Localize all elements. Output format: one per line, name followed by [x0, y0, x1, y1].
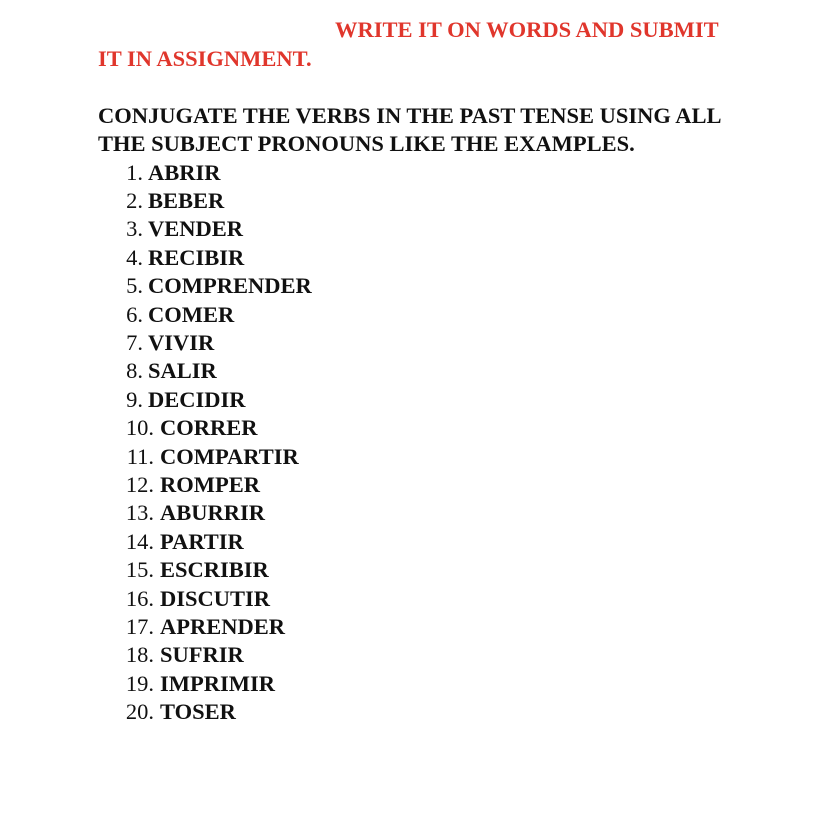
list-item-number: 8. [126, 358, 143, 384]
list-item [98, 585, 738, 613]
list-item-verb: COMPARTIR [160, 443, 299, 469]
list-item-verb: VIVIR [148, 329, 215, 355]
list-item [98, 414, 738, 442]
list-item [98, 215, 738, 243]
list-item-verb: CORRER [160, 415, 258, 441]
list-item-number: 12. [125, 471, 154, 497]
list-item-number: 20. [125, 699, 154, 725]
list-item-number: 19. [125, 670, 154, 696]
list-item-number: 11. [126, 443, 154, 469]
list-item-number: 2. [126, 187, 143, 213]
instruction-text: CONJUGATE THE VERBS IN THE PAST TENSE USING ALL THE SUBJECT PRONOUNS LIKE THE EXAMPLES. [98, 102, 721, 156]
list-item-verb: PARTIR [160, 528, 244, 554]
blank-line [98, 73, 738, 102]
list-item-number: 16. [125, 585, 154, 611]
list-item-verb: RECIBIR [148, 244, 245, 270]
list-item-verb: IMPRIMIR [160, 670, 275, 696]
list-item [98, 613, 738, 641]
list-item [98, 301, 738, 329]
list-item-verb: APRENDER [160, 614, 286, 639]
list-item-number: 6. [126, 301, 143, 327]
list-item-number: 15. [125, 557, 154, 583]
list-item [98, 556, 738, 584]
list-item-verb: ESCRIBIR [160, 557, 269, 583]
list-item [98, 187, 738, 215]
list-item-verb: VENDER [148, 216, 244, 242]
list-item-verb: ABRIR [148, 159, 221, 185]
list-item [98, 272, 738, 300]
list-item [98, 329, 738, 357]
list-item-verb: DISCUTIR [160, 585, 271, 611]
list-item-verb: SALIR [148, 358, 217, 384]
list-item-verb: COMER [148, 301, 235, 327]
list-item-verb: BEBER [148, 187, 225, 213]
list-item-number: 18. [125, 642, 154, 668]
list-item-verb: ABURRIR [160, 500, 266, 526]
list-item-verb: COMPRENDER [148, 273, 312, 299]
list-item-number: 3. [126, 216, 143, 242]
list-item [98, 670, 738, 698]
list-item-number: 10. [125, 415, 154, 441]
list-item-number: 17. [125, 614, 154, 639]
list-item-number: 4. [126, 244, 143, 270]
list-item-number: 1. [126, 159, 143, 185]
list-item-verb: SUFRIR [160, 642, 244, 668]
list-item [98, 528, 738, 556]
list-item-number: 5. [126, 273, 143, 299]
list-item-verb: DECIDIR [148, 386, 246, 412]
list-item-number: 14. [125, 528, 154, 554]
list-item [98, 386, 738, 414]
list-item [98, 159, 738, 187]
verb-list [98, 159, 738, 727]
list-item-number: 9. [126, 386, 143, 412]
submission-note: WRITE IT ON WORDS AND SUBMIT IT IN ASSIGNMENT. [98, 17, 719, 71]
document-body [98, 16, 738, 727]
list-item [98, 471, 738, 499]
list-item-number: 7. [126, 329, 143, 355]
list-item-verb: ROMPER [160, 471, 260, 497]
list-item [98, 698, 738, 726]
list-item [98, 443, 738, 471]
list-item [98, 499, 738, 527]
list-item-verb: TOSER [160, 699, 236, 725]
list-item [98, 641, 738, 669]
list-item-number: 13. [125, 500, 154, 526]
list-item [98, 357, 738, 385]
list-item [98, 244, 738, 272]
